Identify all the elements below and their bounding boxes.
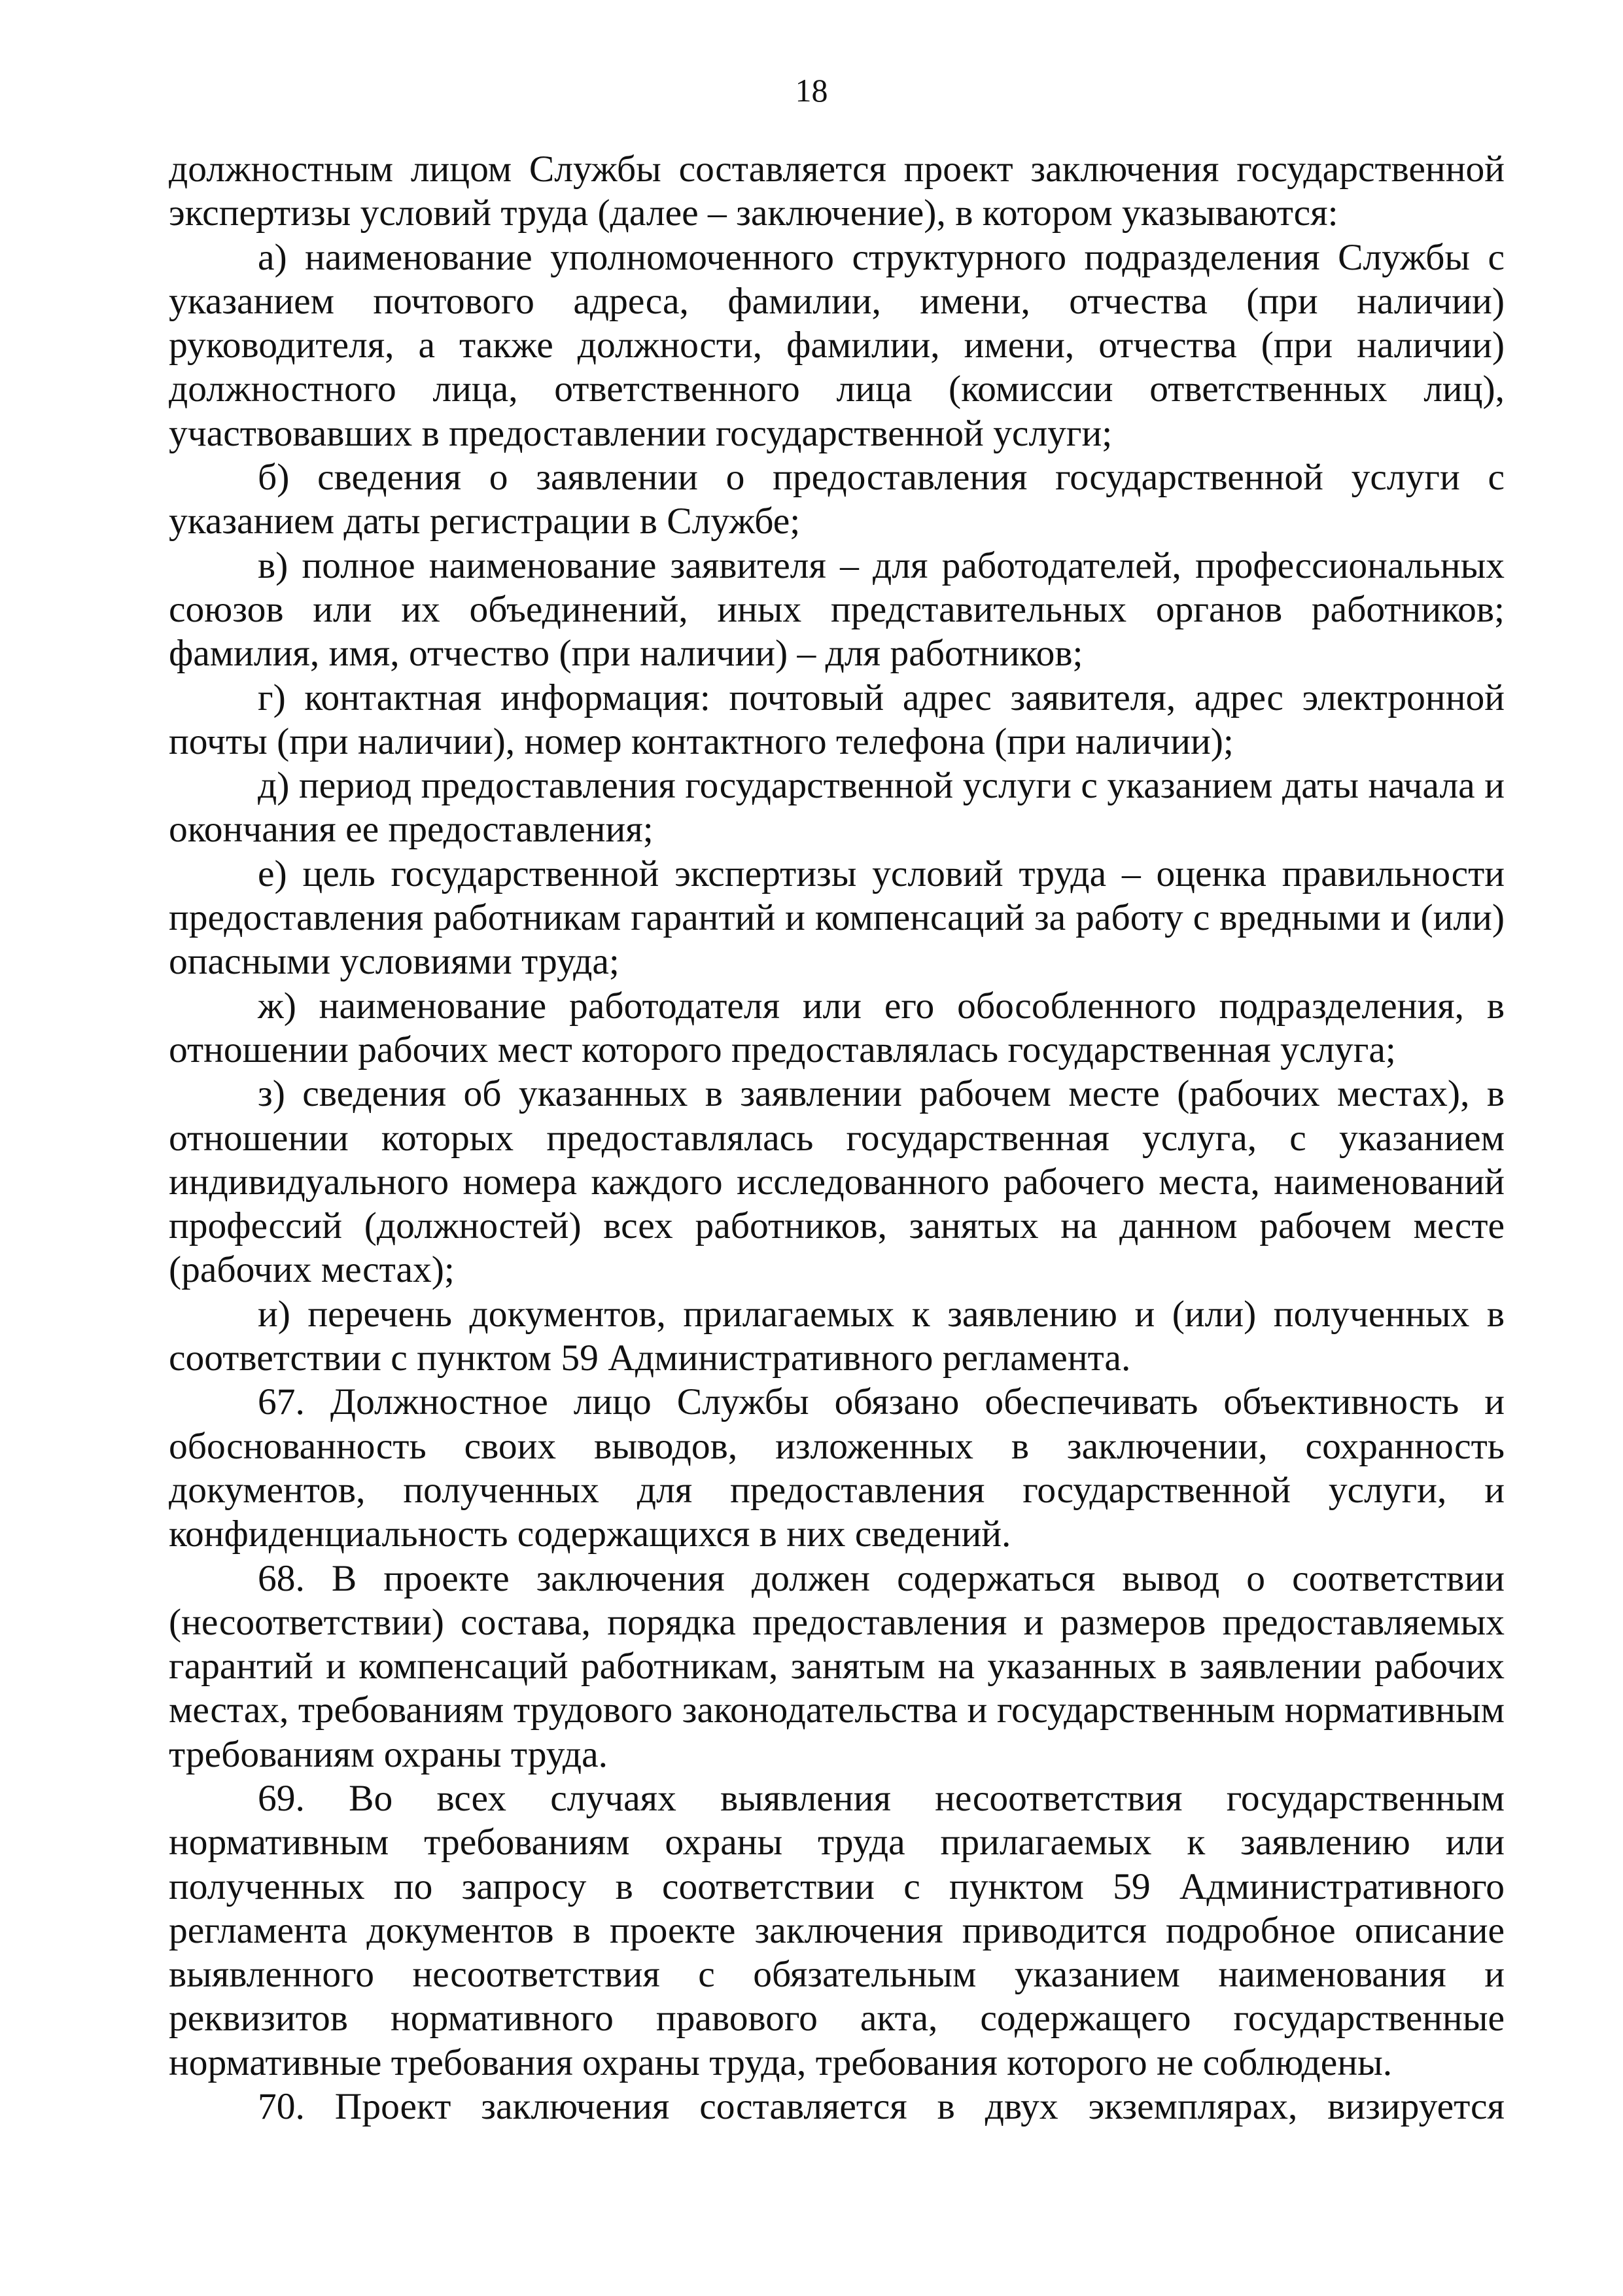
paragraph-item-a: а) наименование уполномоченного структурного подразделения Службы с указанием почтового адреса, фамилии, имени, отчества (при наличии) руководителя, а также должности, фамилии, имени, отчества (при наличии) должностного лица, ответственного лица (комиссии ответственных лиц), участвовавших в предоставлении государственной услуги; [169,236,1505,454]
paragraph-item-v: в) полное наименование заявителя – для работодателей, профессиональных союзов или их объединений, иных представительных органов работников; фамилия, имя, отчество (при наличии) – для работников; [169,544,1505,675]
paragraph-item-e: е) цель государственной экспертизы условий труда – оценка правильности предоставления работникам гарантий и компенсаций за работу с вредными и (или) опасными условиями труда; [169,853,1505,983]
paragraph-item-i: и) перечень документов, прилагаемых к заявлению и (или) полученных в соответствии с пунктом 59 Административного регламента. [169,1293,1505,1379]
paragraph-item-z: з) сведения об указанных в заявлении рабочем месте (рабочих местах), в отношении которых предоставлялась государственная услуга, с указанием индивидуального номера каждого исследованного рабочего места, наименований профессий (должностей) всех работников, занятых на данном рабочем месте (рабочих местах); [169,1073,1505,1291]
page-number: 18 [795,72,828,109]
paragraph-item-b: б) сведения о заявлении о предоставления государственной услуги с указанием даты регистрации в Службе; [169,457,1505,542]
paragraph-68: 68. В проекте заключения должен содержаться вывод о соответствии (несоответствии) состава, порядка предоставления и размеров предоставляемых гарантий и компенсаций работникам, занятым на указанных в заявлении рабочих местах, требованиям трудового законодательства и государственным нормативным требованиям охраны труда. [169,1557,1505,1775]
paragraph-item-zh: ж) наименование работодателя или его обособленного подразделения, в отношении рабочих мест которого предоставлялась государственная услуга; [169,985,1505,1070]
paragraph-item-g: г) контактная информация: почтовый адрес заявителя, адрес электронной почты (при наличии), номер контактного телефона (при наличии); [169,677,1505,762]
paragraph-intro: должностным лицом Службы составляется проект заключения государственной экспертизы условий труда (далее – заключение), в котором указываются: [169,149,1505,234]
paragraph-item-d: д) период предоставления государственной услуги с указанием даты начала и окончания ее предоставления; [169,765,1505,851]
paragraph-67: 67. Должностное лицо Службы обязано обеспечивать объективность и обоснованность своих выводов, изложенных в заключении, сохранность документов, полученных для предоставления государственной услуги, и конфиденциальность содержащихся в них сведений. [169,1381,1505,1555]
document-body [169,147,1505,2128]
paragraph-69: 69. Во всех случаях выявления несоответствия государственным нормативным требованиям охраны труда прилагаемых к заявлению или полученных по запросу в соответствии с пунктом 59 Административного регламента документов в проекте заключения приводится подробное описание выявленного несоответствия с обязательным указанием наименования и реквизитов нормативного правового акта, содержащего государственные нормативные требования охраны труда, требования которого не соблюдены. [169,1777,1505,2083]
paragraph-70: 70. Проект заключения составляется в двух экземплярах, визируется [258,2086,1505,2128]
